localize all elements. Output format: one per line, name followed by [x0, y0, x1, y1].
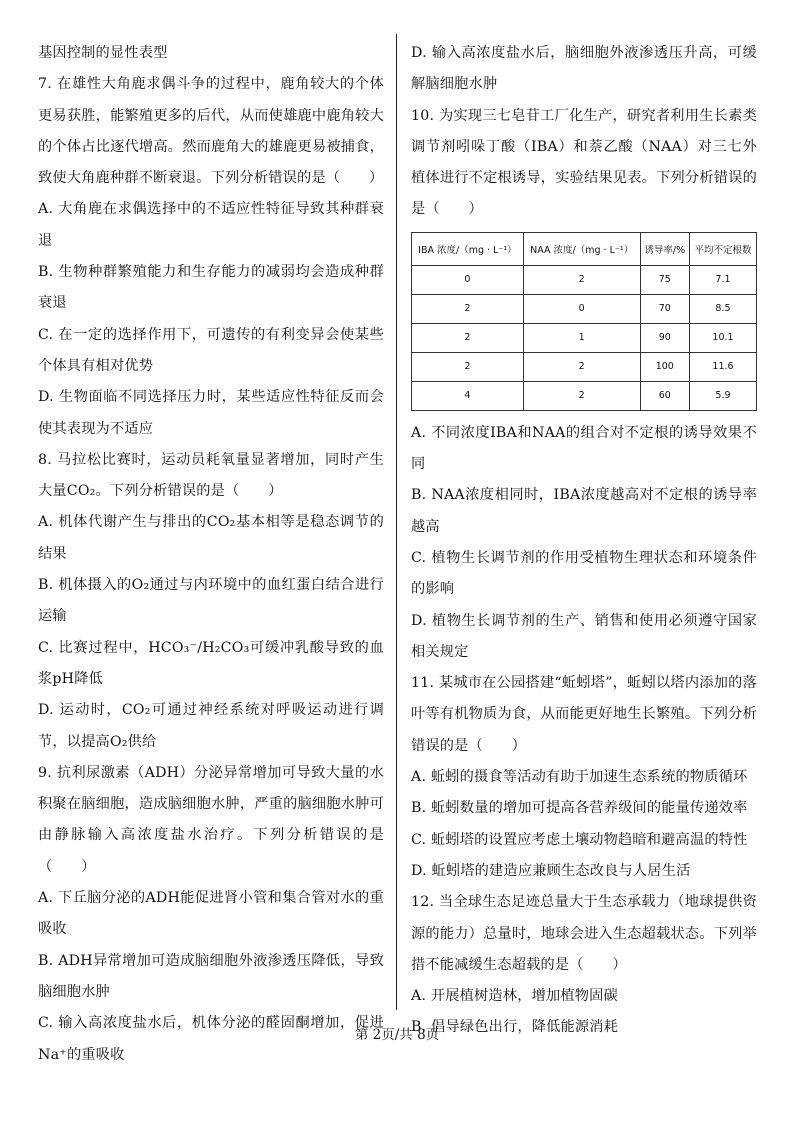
q12-option-a: A. 开展植树造林，增加植物固碳: [411, 988, 618, 1005]
q8-option-b: B. 机体摄入的O₂通过与内环境中的血红蛋白结合进行运输: [38, 577, 384, 625]
table-cell: 100: [640, 352, 689, 381]
table-cell: 0: [523, 294, 640, 323]
table-cell: 0: [412, 265, 524, 294]
left-column: [38, 38, 384, 1071]
table-cell: 2: [523, 265, 640, 294]
table-row: [412, 294, 757, 323]
table-cell: 2: [523, 352, 640, 381]
q8-stem: 8. 马拉松比赛时，运动员耗氧量显著增加，同时产生大量CO₂。下列分析错误的是（ ）: [38, 451, 384, 500]
table-cell: 8.5: [689, 294, 756, 323]
q8-option-a: A. 机体代谢产生与排出的CO₂基本相等是稳态调节的结果: [38, 514, 384, 562]
table-cell: 2: [523, 381, 640, 410]
table-cell: 70: [640, 294, 689, 323]
table-cell: 11.6: [689, 352, 756, 381]
q7-option-c: C. 在一定的选择作用下，可遗传的有利变异会使某些个体具有相对优势: [38, 326, 384, 374]
q12-stem: 12. 当全球生态足迹总量大于生态承载力（地球提供资源的能力）总量时，地球会进入生态超载状态。下列举措不能减缓生态超载的是（ ）: [411, 894, 757, 973]
q10-option-b: B. NAA浓度相同时，IBA浓度越高对不定根的诱导率越高: [411, 487, 757, 535]
table-row: [412, 323, 757, 352]
q11-option-c: C. 蚯蚓塔的设置应考虑土壤动物趋暗和避高温的特性: [411, 831, 748, 848]
q11-option-d: D. 蚯蚓塔的建造应兼顾生态改良与人居生活: [411, 862, 691, 879]
table-cell: 7.1: [689, 265, 756, 294]
table-row: [412, 381, 757, 410]
column-divider: [396, 34, 397, 1010]
q9-option-d: D. 输入高浓度盐水后，脑细胞外液渗透压升高，可缓解脑细胞水肿: [411, 45, 757, 93]
table-cell: 75: [640, 265, 689, 294]
q7-option-b: B. 生物种群繁殖能力和生存能力的减弱均会造成种群衰退: [38, 264, 384, 312]
q12-option-b: B. 倡导绿色出行，降低能源消耗: [411, 1019, 619, 1036]
q7-stem: 7. 在雄性大角鹿求偶斗争的过程中，鹿角较大的个体更易获胜，能繁殖更多的后代，从而使雄鹿中鹿角较大的个体占比逐代增高。然而鹿角大的雄鹿更易被捕食，致使大角鹿种群不断衰退。下列分析错误的是（ ）: [38, 76, 384, 187]
table-cell: 2: [412, 294, 524, 323]
q9-option-b: B. ADH异常增加可造成脑细胞外液渗透压降低，导致脑细胞水肿: [38, 952, 384, 1000]
q7-option-d: D. 生物面临不同选择压力时，某些适应性特征反而会使其表现为不适应: [38, 389, 384, 437]
table-cell: 90: [640, 323, 689, 352]
table-row: [412, 352, 757, 381]
q10-results-table: [411, 232, 757, 411]
q10-stem: 10. 为实现三七皂苷工厂化生产，研究者利用生长素类调节剂吲哚丁酸（IBA）和萘乙酸（NAA）对三七外植体进行不定根诱导，实验结果见表。下列分析错误的是（ ）: [411, 107, 757, 218]
q11-stem: 11. 某城市在公园搭建“蚯蚓塔”，蚯蚓以塔内添加的落叶等有机物质为食，从而能更好地生长繁殖。下列分析错误的是（ ）: [411, 675, 757, 754]
q10-option-a: A. 不同浓度IBA和NAA的组合对不定根的诱导效果不同: [411, 424, 757, 473]
q9-option-a: A. 下丘脑分泌的ADH能促进肾小管和集合管对水的重吸收: [38, 890, 384, 938]
table-header-induction-rate: 诱导率/%: [640, 232, 689, 265]
table-cell: 2: [412, 323, 524, 352]
table-cell: 4: [412, 381, 524, 410]
table-header-row: [412, 232, 757, 265]
table-cell: 10.1: [689, 323, 756, 352]
table-header-naa: NAA 浓度/（mg · L⁻¹）: [523, 232, 640, 265]
table-header-iba: IBA 浓度/（mg · L⁻¹）: [412, 232, 524, 265]
page-number: 第 2页/共 8页: [354, 1027, 440, 1043]
q7-option-a: A. 大角鹿在求偶选择中的不适应性特征导致其种群衰退: [38, 201, 384, 249]
q6-tail: 基因控制的显性表型: [38, 45, 168, 61]
table-cell: 1: [523, 323, 640, 352]
q11-option-a: A. 蚯蚓的摄食等活动有助于加速生态系统的物质循环: [411, 769, 748, 786]
q11-option-b: B. 蚯蚓数量的增加可提高各营养级间的能量传递效率: [411, 800, 748, 817]
table-cell: 60: [640, 381, 689, 410]
right-column: [411, 38, 757, 1044]
q9-option-c: C. 输入高浓度盐水后，机体分泌的醛固酮增加，促进Na⁺的重吸收: [38, 1015, 384, 1063]
q10-option-d: D. 植物生长调节剂的生产、销售和使用必须遵守国家相关规定: [411, 612, 757, 660]
table-cell: 2: [412, 352, 524, 381]
q9-stem: 9. 抗利尿激素（ADH）分泌异常增加可导致大量的水积聚在脑细胞，造成脑细胞水肿，严重的脑细胞水肿可由静脉输入高浓度盐水治疗。下列分析错误的是（ ）: [38, 764, 384, 875]
q8-option-c: C. 比赛过程中，HCO₃⁻/H₂CO₃可缓冲乳酸导致的血浆pH降低: [38, 639, 384, 687]
table-header-root-count: 平均不定根数: [689, 232, 756, 265]
table-cell: 5.9: [689, 381, 756, 410]
q8-option-d: D. 运动时，CO₂可通过神经系统对呼吸运动进行调节，以提高O₂供给: [38, 702, 384, 750]
q10-option-c: C. 植物生长调节剂的作用受植物生理状态和环境条件的影响: [411, 549, 757, 598]
table-row: [412, 265, 757, 294]
